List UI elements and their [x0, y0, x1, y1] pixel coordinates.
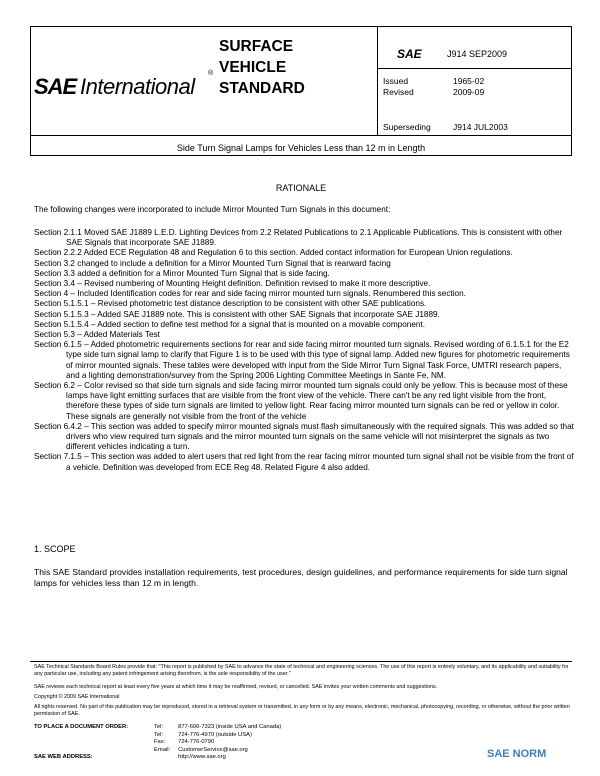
footer-rule	[30, 661, 572, 662]
sae-logo-mark: SAE	[34, 74, 77, 99]
superseding-value: J914 JUL2003	[453, 122, 508, 132]
sae-logo-wordmark: International	[80, 74, 195, 99]
header-bottom-rule	[30, 135, 572, 136]
sae-norm-watermark	[484, 744, 546, 762]
tel-label: Tel:	[154, 724, 164, 730]
order-label: TO PLACE A DOCUMENT ORDER:	[34, 724, 129, 730]
email-value[interactable]: CustomerService@sae.org	[178, 746, 248, 753]
list-item: Section 3.4 – Revised numbering of Mounting Height definition. Definition revised to make it more descriptive.	[34, 279, 431, 289]
fax-value: 724-776-0790	[178, 739, 215, 746]
superseding-label: Superseding	[383, 122, 431, 132]
tel-value: 877-606-7323 (inside USA and Canada)	[178, 724, 282, 730]
header-number-rule	[377, 68, 572, 69]
web-label: SAE WEB ADDRESS:	[34, 754, 93, 761]
tel2-label: Tel:	[154, 731, 164, 738]
sae-small-logo: SAE	[397, 47, 422, 61]
list-item: Section 4 – Included Identification codes for rear and side facing mirror mounted turn signals. Renumbered this section.	[34, 289, 466, 299]
list-item: Section 3.3 added a definition for a Mirror Mounted Turn Signal that is side facing.	[34, 268, 330, 278]
list-item: Section 5.3 – Added Materials Test	[34, 330, 160, 340]
revised-value: 2009-09	[453, 87, 485, 97]
list-item: Section 6.2 – Color revised so that side turn signals and side facing mirror mounted turn signals could only be yellow. This is because most of these lamps have light emitting surfaces that are visible from the front view of the vehicle. There can't be any red light visible from the front, therefore these types of side turn signals are limited to yellow light. Rear facing mirror mounted turn signals can be red or yellow in color. These signals are generally not visible from the front of the vehicle	[34, 381, 568, 421]
footer-rules-text: SAE Technical Standards Board Rules provide that: "This report is published by SAE to advance the state of technical and engineering sciences. The use of this report is entirely voluntary, and its applicability and suitability for any particular use, including any patent infringement arising therefrom, is the sole responsibility of the user."	[34, 664, 569, 677]
web-value[interactable]: http://www.sae.org	[178, 754, 226, 761]
footer-copyright: Copyright © 2009 SAE International	[34, 694, 120, 700]
sae-logo-registered: ®	[208, 70, 214, 77]
list-item: Section 5.1.5.1 – Revised photometric test distance description to be consistent with other SAE publications.	[34, 299, 427, 309]
issued-value: 1965-02	[453, 76, 485, 86]
list-item: Section 7.1.5 – This section was added to alert users that red light from the rear facing mirror mounted turn signal shall not be visible from the front of a vehicle. Definition was developed from ECE Reg 48. Related Figure 4 also added.	[34, 452, 574, 472]
scope-text: This SAE Standard provides installation requirements, test procedures, design guidelines, and performance requirements for side turn signal lamps for vehicles less than 12 m in length.	[34, 567, 568, 588]
email-label: Email:	[154, 746, 171, 753]
list-item: Section 6.4.2 – This section was added to specify mirror mounted signals must flash simultaneously with the required signals. This was added so that drivers who view required turn signals and the mirror mounted turn signals on the same vehicle will not misinterpret the signals as two different vehicles indicating a turn.	[34, 421, 574, 452]
tel2-value: 724-776-4970 (outside USA)	[178, 731, 252, 738]
document-type: SURFACE VEHICLE STANDARD	[219, 38, 305, 97]
revised-label: Revised	[383, 87, 414, 97]
list-item: Section 5.1.5.3 – Added SAE J1889 note. This is consistent with other SAE Signals that incorporate SAE J1889.	[34, 309, 440, 319]
list-item: Section 2.1.1 Moved SAE J1889 L.E.D. Lighting Devices from 2.2 Related Publications to 2.1 Applicable Publications. This is consistent with other SAE Signals that incorporate SAE J1889.	[34, 228, 563, 248]
rationale-list	[34, 228, 574, 473]
list-item: Section 5.1.5.4 – Added section to define test method for a signal that is mounted on a movable component.	[34, 319, 425, 329]
rationale-heading: RATIONALE	[275, 183, 327, 193]
list-item: Section 6.1.5 – Added photometric requirements sections for rear and side facing mirror mounted turn signals. Revised wording of 6.1.5.1 for the E2 type side turn signal lamp to clarify that Figure 1 is to be used with this type of signal lamp. Added new figures for photometric requirements of mirror mounted signals. These tables were developed with input from the Side Mirror Turn Signal Task Force, UMTRI research papers, and a lighting demonstration/survey from the Spring 2006 Lighting Committee Meetings in Sante Fe, NM.	[34, 340, 570, 380]
list-item: Section 3.2 changed to include a definition for a Mirror Mounted Turn Signal that is rearward facing	[34, 258, 391, 268]
order-contact-table	[34, 724, 289, 762]
scope-heading: 1. SCOPE	[34, 544, 76, 554]
fax-label: Fax:	[154, 739, 166, 746]
footer-rights-text: All rights reserved. No part of this publication may be reproduced, stored in a retrieval system or transmitted, in any form or by any means, electronic, mechanical, photocopying, recording, or otherwise, without the prior written permission of SAE.	[34, 704, 570, 717]
list-item: Section 2.2.2 Added ECE Regulation 48 and Regulation 6 to this section. Added contact information for European Union regulations.	[34, 248, 513, 258]
issued-label: Issued	[383, 76, 409, 86]
sae-norm-text: SAE NORM	[487, 748, 547, 760]
document-title: Side Turn Signal Lamps for Vehicles Less than 12 m in Length	[176, 143, 426, 153]
document-number: J914 SEP2009	[447, 49, 508, 59]
rationale-intro: The following changes were incorporated to include Mirror Mounted Turn Signals in this document:	[34, 205, 391, 214]
header-divider	[377, 26, 378, 136]
footer-review-text: SAE reviews each technical report at least every five years at which time it may be reaffirmed, revised, or cancelled. SAE invites your written comments and suggestions.	[34, 684, 438, 690]
